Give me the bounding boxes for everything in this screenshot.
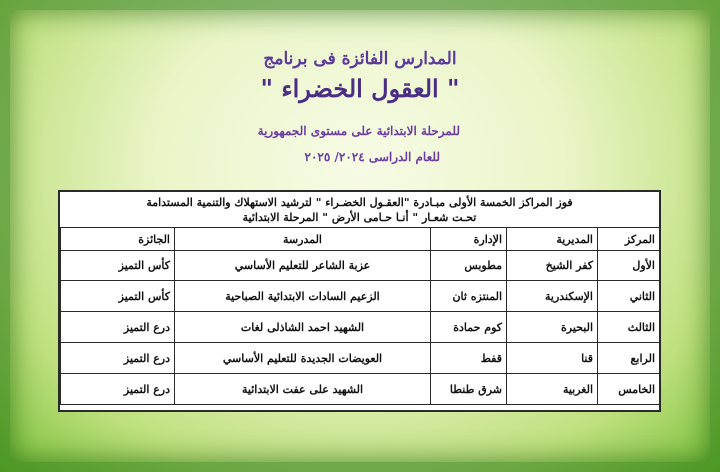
table-row xyxy=(61,281,660,312)
cell-directorate: الغربية xyxy=(507,374,598,405)
results-table xyxy=(60,227,660,405)
caption-line-2: تحـت شعـار " أنـا حـامى الأرض " المرحلة الابتدائية xyxy=(242,211,477,224)
cell-prize: درع التميز xyxy=(61,312,175,343)
cell-school: عزبة الشاعر للتعليم الأساسي xyxy=(175,251,431,281)
cell-rank: الرابع xyxy=(598,343,660,374)
cell-prize: كأس التميز xyxy=(61,251,175,281)
header-administration: الإدارة xyxy=(431,228,507,251)
cell-administration: شرق طنطا xyxy=(431,374,507,405)
cell-rank: الخامس xyxy=(598,374,660,405)
cell-prize: درع التميز xyxy=(61,374,175,405)
cell-directorate: كفر الشيخ xyxy=(507,251,598,281)
table-header-row xyxy=(61,228,660,251)
heading-line-1: المدارس الفائزة فى برنامج xyxy=(263,49,457,69)
cell-rank: الثاني xyxy=(598,281,660,312)
cell-directorate: قنا xyxy=(507,343,598,374)
table-row xyxy=(61,343,660,374)
header-rank: المركز xyxy=(598,228,660,251)
heading-year: للعام الدراسى ٢٠٢٤/ ٢٠٢٥ xyxy=(304,150,440,164)
table-caption xyxy=(60,192,659,227)
table-row xyxy=(61,251,660,281)
cell-prize: درع التميز xyxy=(61,343,175,374)
page-heading xyxy=(180,48,540,104)
results-table-box xyxy=(58,190,661,412)
header-prize: الجائزة xyxy=(61,228,175,251)
header-directorate: المديرية xyxy=(507,228,598,251)
table-row xyxy=(61,312,660,343)
cell-administration: قفط xyxy=(431,343,507,374)
cell-rank: الثالث xyxy=(598,312,660,343)
header-school: المدرسة xyxy=(175,228,431,251)
cell-administration: مطوبس xyxy=(431,251,507,281)
cell-directorate: الإسكندرية xyxy=(507,281,598,312)
cell-rank: الأول xyxy=(598,251,660,281)
cell-administration: المنتزه ثان xyxy=(431,281,507,312)
program-title: " العقول الخضراء " xyxy=(260,74,460,103)
heading-stage: للمرحلة الابتدائية على مستوى الجمهورية xyxy=(257,124,460,138)
table-row xyxy=(61,374,660,405)
cell-directorate: البحيرة xyxy=(507,312,598,343)
cell-school: العويضات الجديدة للتعليم الأساسي xyxy=(175,343,431,374)
cell-administration: كوم حمادة xyxy=(431,312,507,343)
cell-prize: كأس التميز xyxy=(61,281,175,312)
caption-line-1: فوز المراكز الخمسة الأولى مبـادرة "العقـول الخضـراء " لترشيد الاستهلاك والتنمية المستدامة xyxy=(146,196,573,209)
cell-school: الشهيد على عفت الابتدائية xyxy=(175,374,431,405)
cell-school: الزعيم السادات الابتدائية الصباحية xyxy=(175,281,431,312)
cell-school: الشهيد احمد الشاذلى لغات xyxy=(175,312,431,343)
